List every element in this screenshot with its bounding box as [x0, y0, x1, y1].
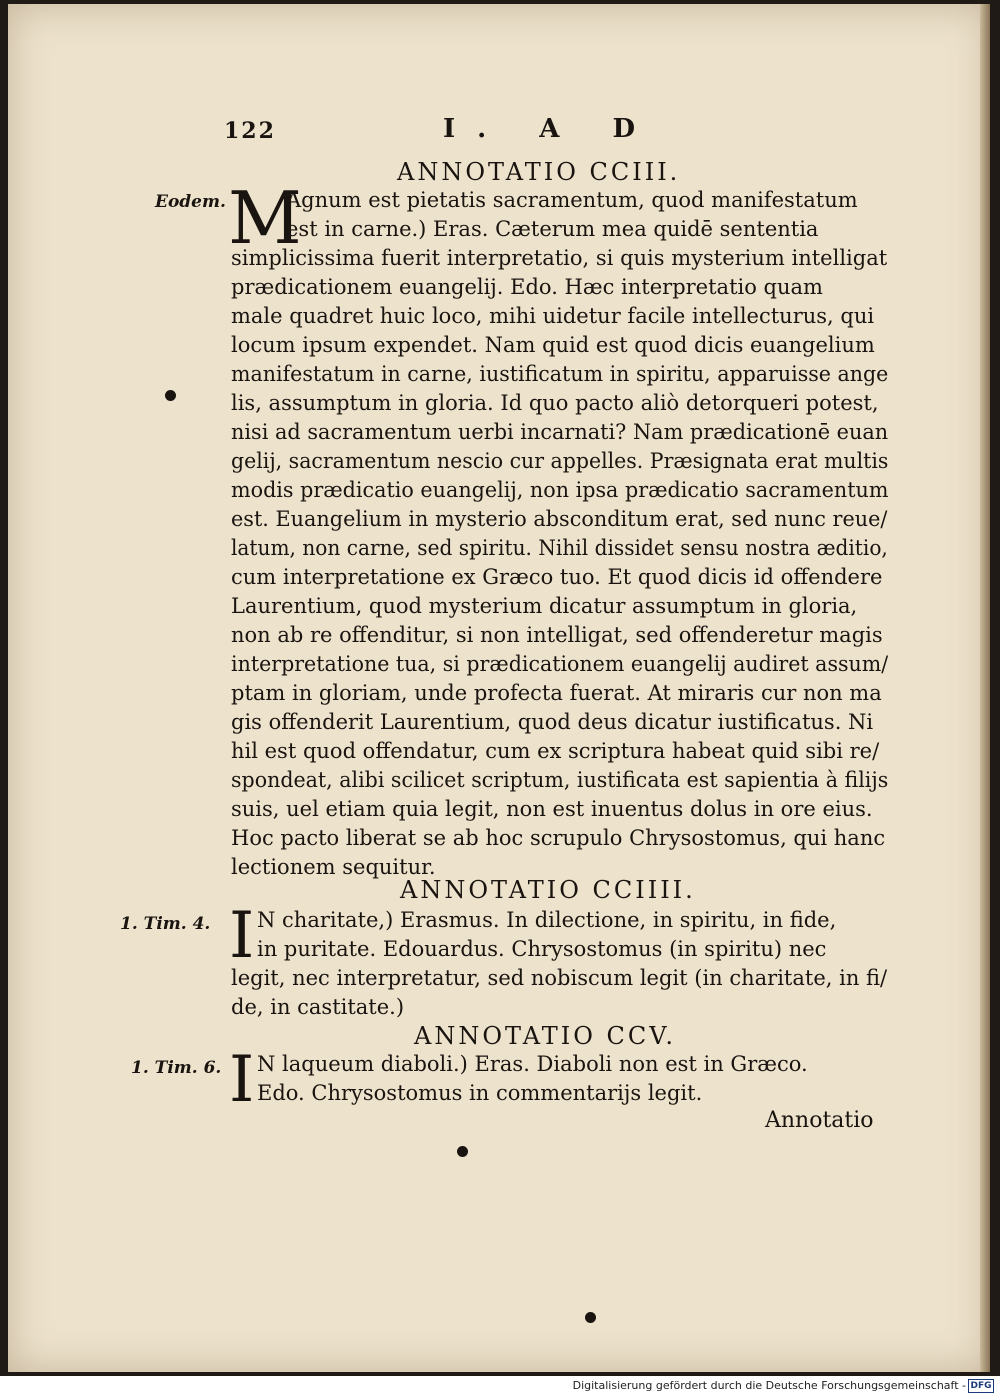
text-line: de, in castitate.) — [231, 995, 405, 1019]
running-head: I. A D — [443, 114, 658, 144]
text-line: Laurentium, quod mysterium dicatur assumptum in gloria, — [231, 594, 858, 618]
text-line: Edo. Chrysostomus in commentarijs legit. — [257, 1081, 703, 1105]
text-line: N laqueum diaboli.) Eras. Diaboli non est in Græco. — [257, 1052, 808, 1076]
margin-note: 1. Tim. 4. — [120, 914, 211, 934]
text-line: est in carne.) Eras. Cæterum mea quidē sententia — [286, 217, 819, 241]
ink-spot — [585, 1312, 596, 1323]
text-line: ptam in gloriam, unde profecta fuerat. At miraris cur non ma — [231, 681, 882, 705]
text-line: Agnum est pietatis sacramentum, quod manifestatum — [286, 188, 858, 212]
section-heading: ANNOTATIO CCV. — [414, 1022, 677, 1050]
text-line: Hoc pacto liberat se ab hoc scrupulo Chrysostomus, qui hanc — [231, 826, 886, 850]
page-edge — [980, 4, 990, 1372]
drop-initial: I — [229, 899, 255, 973]
catchword: Annotatio — [765, 1108, 874, 1133]
text-line: legit, nec interpretatur, sed nobiscum legit (in charitate, in fi/ — [231, 966, 888, 990]
text-line: non ab re offenditur, si non intelligat, sed offenderetur magis — [231, 623, 883, 647]
ink-spot — [165, 390, 176, 401]
text-line: cum interpretatione ex Græco tuo. Et quod dicis id offendere — [231, 565, 883, 589]
dfg-logo: DFG — [968, 1379, 994, 1393]
text-line: hil est quod offendatur, cum ex scriptura habeat quid sibi re/ — [231, 739, 880, 763]
text-line: simplicissima fuerit interpretatio, si quis mysterium intelligat — [231, 246, 888, 270]
ink-spot — [457, 1146, 468, 1157]
text-line: locum ipsum expendet. Nam quid est quod dicis euangelium — [231, 333, 875, 357]
text-line: spondeat, alibi scilicet scriptum, iustificata est sapientia à filijs — [231, 768, 889, 792]
text-line: nisi ad sacramentum uerbi incarnati? Nam prædicationē euan — [231, 420, 889, 444]
drop-initial: I — [229, 1043, 255, 1117]
margin-note: Eodem. — [155, 192, 226, 212]
text-line: modis prædicatio euangelij, non ipsa prædicatio sacramentum — [231, 478, 889, 502]
drop-initial: M — [228, 176, 302, 260]
text-line: lectionem sequitur. — [231, 855, 436, 879]
page-number: 122 — [224, 118, 276, 144]
section-heading: ANNOTATIO CCIII. — [397, 158, 681, 186]
footer-credit: Digitalisierung gefördert durch die Deutsche Forschungsgemeinschaft - — [572, 1379, 966, 1392]
text-line: prædicationem euangelij. Edo. Hæc interpretatio quam — [231, 275, 823, 299]
text-line: lis, assumptum in gloria. Id quo pacto aliò detorqueri potest, — [231, 391, 879, 415]
text-line: suis, uel etiam quia legit, non est inuentus dolus in ore eius. — [231, 797, 873, 821]
text-line: gelij, sacramentum nescio cur appelles. Præsignata erat multis — [231, 449, 889, 473]
text-line: gis offenderit Laurentium, quod deus dicatur iustificatus. Ni — [231, 710, 874, 734]
text-line: male quadret huic loco, mihi uidetur facile intellecturus, qui — [231, 304, 875, 328]
margin-note: 1. Tim. 6. — [131, 1058, 222, 1078]
text-line: est. Euangelium in mysterio absconditum erat, sed nunc reue/ — [231, 507, 888, 531]
text-line: N charitate,) Erasmus. In dilectione, in spiritu, in fide, — [257, 908, 837, 932]
text-line: interpretatione tua, si prædicationem euangelij audiret assum/ — [231, 652, 889, 676]
text-line: manifestatum in carne, iustificatum in spiritu, apparuisse ange — [231, 362, 889, 386]
text-line: latum, non carne, sed spiritu. Nihil dissidet sensu nostra æditio, — [231, 536, 888, 560]
section-heading: ANNOTATIO CCIIII. — [400, 876, 696, 904]
text-line: in puritate. Edouardus. Chrysostomus (in spiritu) nec — [257, 937, 827, 961]
